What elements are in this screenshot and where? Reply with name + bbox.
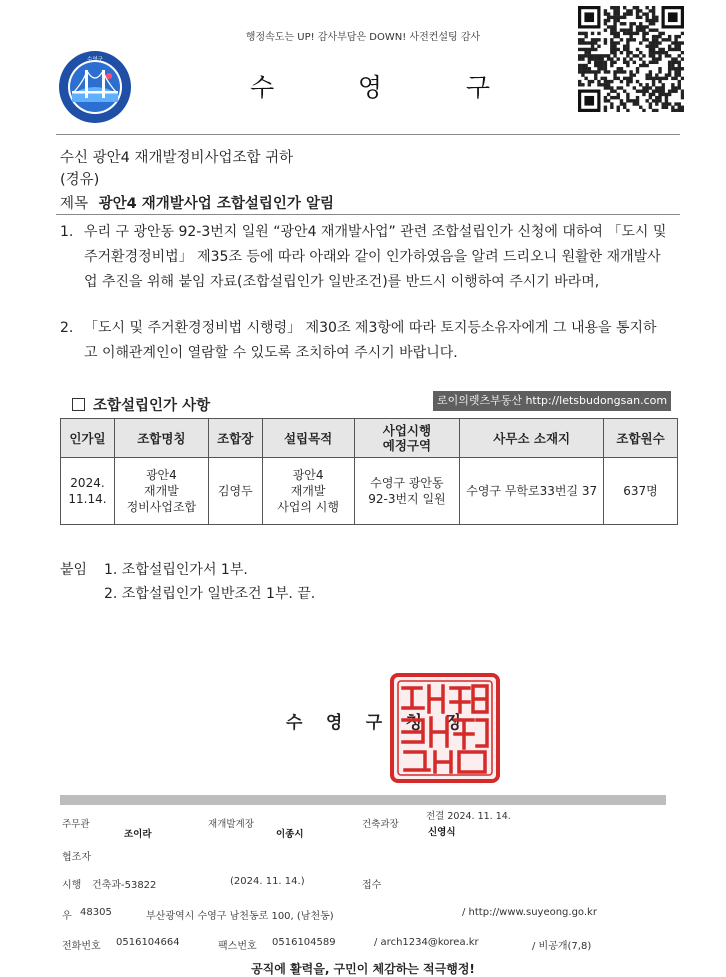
suyeong-logo-icon (58, 50, 132, 124)
enforcement-date: (2024. 11. 14.) (230, 876, 305, 887)
watermark-banner: 로이의렛츠부동산 http://letsbudongsan.com (433, 391, 671, 411)
table-cell: 2024. 11.14. (61, 458, 115, 525)
paragraph-text: 우리 구 광안동 92-3번지 일원 “광안4 재개발사업” 관련 조합설립인가 신청에 대하여 「도시 및 주거환경정비법」 제35조 등에 따라 아래와 같이 인가하였음을 알려 드리오니 원활한 재개발사업 추진을 위해 붙임 자료(조합설립인가 일반조건)를 반드시 이행하여 주시기 바라며, (84, 224, 667, 290)
fax-label: 팩스번호 (218, 941, 257, 952)
header-divider (56, 134, 680, 135)
enforcement-label: 시행 (62, 880, 82, 891)
via-line: (경유) (60, 172, 100, 188)
section-title-text: 조합설립인가 사항 (93, 398, 211, 414)
attachment-item: 2. 조합설립인가 일반조건 1부. 끝. (104, 586, 316, 602)
paragraph-1 (60, 220, 670, 295)
reception-label: 접수 (362, 880, 382, 891)
signer-char: 영 (325, 713, 343, 733)
org-title-char: 구 (465, 73, 490, 102)
phone-label: 전화번호 (62, 941, 101, 952)
logo-text: 수영구 (87, 57, 103, 63)
paragraph-number: 2. (60, 320, 74, 336)
table-header-cell: 사무소 소재지 (460, 419, 604, 458)
fax-number: 0516104589 (272, 937, 336, 948)
address: 부산광역시 수영구 남천동로 100, (남천동) (146, 911, 334, 922)
table-header-cell: 사업시행 예정구역 (354, 419, 460, 458)
paragraph-2 (60, 316, 670, 366)
official-seal-icon (389, 672, 501, 784)
cooperator-label: 협조자 (62, 852, 91, 863)
subject-text: 광안4 재개발사업 조합설립인가 알림 (98, 196, 334, 212)
table-cell: 광안4 재개발 사업의 시행 (262, 458, 354, 525)
approver-2-name: 이종시 (276, 829, 304, 840)
table-cell: 김영두 (208, 458, 262, 525)
table-cell: 637명 (604, 458, 678, 525)
table-header-cell: 조합원수 (604, 419, 678, 458)
postal-code: 48305 (80, 907, 112, 918)
attachment-item: 1. 조합설립인가서 1부. (104, 562, 248, 578)
table-cell: 광안4 재개발 정비사업조합 (114, 458, 208, 525)
approval-info-table (60, 418, 678, 525)
approver-1-name: 조이라 (124, 829, 152, 840)
phone-number: 0516104664 (116, 937, 180, 948)
header-slogan: 행정속도는 UP! 감사부담은 DOWN! 사전컨설팅 감사 (245, 32, 481, 43)
qr-code-icon (578, 6, 684, 112)
table-header-cell: 인가일 (61, 419, 115, 458)
section-title (72, 394, 210, 415)
approver-3-date: 전결 2024. 11. 14. (426, 811, 511, 822)
subject-label: 제목 (60, 196, 89, 212)
attachments-label: 붙임 (60, 562, 88, 578)
paragraph-number: 1. (60, 224, 74, 240)
table-cell: 수영구 무학로33번길 37 (460, 458, 604, 525)
footer-motto: 공직에 활력을, 구민이 체감하는 적극행정! (251, 962, 475, 976)
approval-divider (60, 795, 666, 805)
subject-line (60, 192, 334, 213)
checkbox-icon (72, 398, 85, 411)
subject-divider (56, 214, 680, 215)
org-title (250, 68, 490, 104)
approver-2-label: 재개발계장 (208, 819, 254, 830)
enforcement-number: 건축과-53822 (92, 880, 157, 891)
attachments (60, 558, 315, 606)
table-header-cell: 조합명칭 (114, 419, 208, 458)
signer-char: 수 (286, 713, 303, 733)
signer-char: 구 (365, 713, 383, 733)
email-link[interactable]: / arch1234@korea.kr (374, 937, 479, 948)
postal-label: 우 (62, 911, 72, 922)
recipient-line: 수신 광안4 재개발정비사업조합 귀하 (60, 150, 294, 166)
table-header-cell: 조합장 (208, 419, 262, 458)
table-cell: 수영구 광안동 92-3번지 일원 (354, 458, 460, 525)
org-title-char: 수 (250, 73, 275, 102)
table-header-cell: 설립목적 (262, 419, 354, 458)
table-header-row (61, 419, 678, 458)
org-title-char: 영 (357, 73, 383, 102)
approver-3-label: 건축과장 (362, 819, 399, 830)
approver-1-label: 주무관 (62, 819, 90, 830)
table-row (61, 458, 678, 525)
website-link[interactable]: / http://www.suyeong.go.kr (462, 907, 597, 918)
approver-3-name: 신영식 (428, 827, 456, 838)
disclosure-status: / 비공개(7,8) (532, 941, 592, 952)
paragraph-text: 「도시 및 주거환경정비법 시행령」 제30조 제3항에 따라 토지등소유자에게 그 내용을 통지하고 이해관계인이 열람할 수 있도록 조치하여 주시기 바랍니다. (84, 320, 657, 361)
